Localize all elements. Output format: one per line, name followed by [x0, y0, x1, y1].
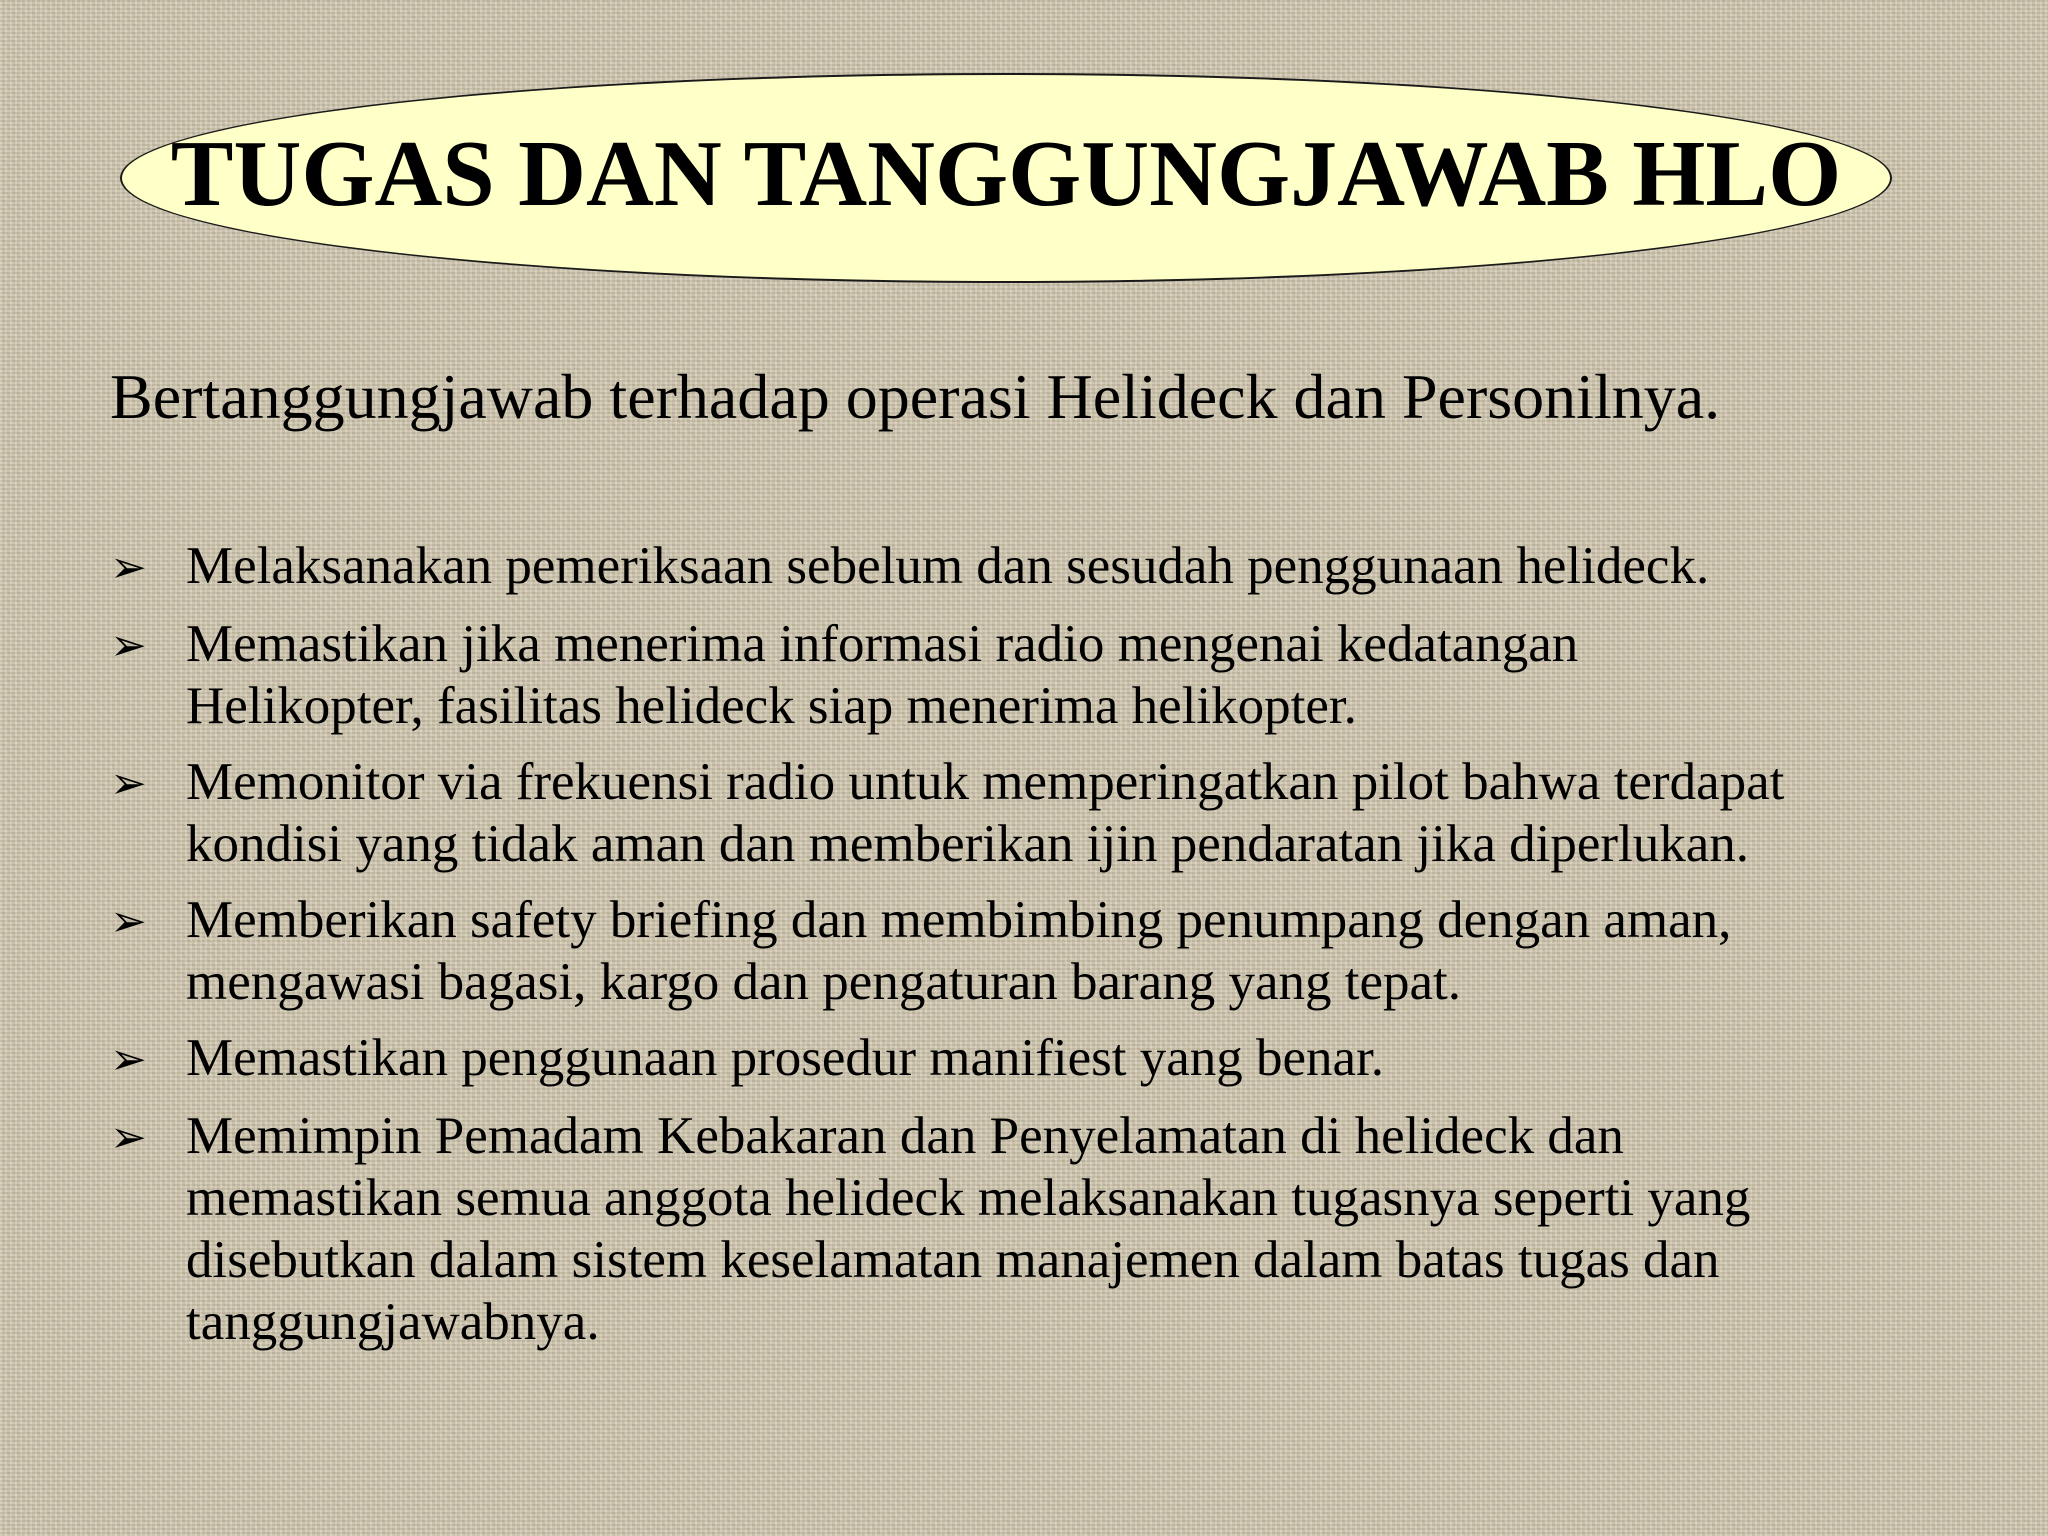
arrowhead-bullet-icon: ➢: [110, 896, 147, 947]
title-banner: [120, 73, 1892, 283]
bullet-line: Memastikan jika menerima informasi radio mengenai kedatangan: [186, 615, 1579, 673]
bullet-text: [186, 1027, 2010, 1089]
bullet-line: Memastikan penggunaan prosedur manifiest yang benar.: [186, 1029, 1385, 1087]
slide-title: TUGAS DAN TANGGUNGJAWAB HLO: [170, 122, 1842, 226]
bullet-line: Melaksanakan pemeriksaan sebelum dan sesudah penggunaan helideck.: [186, 537, 1710, 595]
bullet-line: memastikan semua anggota helideck melaksanakan tugasnya seperti yang: [186, 1169, 1751, 1227]
arrowhead-bullet-icon: ➢: [110, 758, 147, 809]
bullet-text: [186, 889, 2010, 1013]
bullet-item: [110, 613, 2010, 737]
bullet-line: Memberikan safety briefing dan membimbing penumpang dengan aman,: [186, 891, 1732, 949]
bullet-text: [186, 613, 2010, 737]
bullet-item: [110, 1027, 2010, 1091]
bullet-line: Memonitor via frekuensi radio untuk memperingatkan pilot bahwa terdapat: [186, 753, 1785, 811]
arrowhead-bullet-icon: ➢: [110, 1112, 147, 1163]
bullet-item: [110, 751, 2010, 875]
bullet-text: [186, 1105, 2010, 1353]
bullet-line: mengawasi bagasi, kargo dan pengaturan barang yang tepat.: [186, 953, 1461, 1011]
bullet-text: [186, 535, 2010, 597]
bullet-line: Memimpin Pemadam Kebakaran dan Penyelamatan di helideck dan: [186, 1107, 1624, 1165]
bullet-item: [110, 1105, 2010, 1353]
bullet-line: Helikopter, fasilitas helideck siap menerima helikopter.: [186, 677, 1357, 735]
bullet-line: disebutkan dalam sistem keselamatan manajemen dalam batas tugas dan: [186, 1231, 1720, 1289]
bullet-item: [110, 535, 2010, 599]
bullet-text: [186, 751, 2010, 875]
arrowhead-bullet-icon: ➢: [110, 542, 147, 593]
arrowhead-bullet-icon: ➢: [110, 620, 147, 671]
bullet-line: tanggungjawabnya.: [186, 1293, 600, 1351]
bullet-item: [110, 889, 2010, 1013]
arrowhead-bullet-icon: ➢: [110, 1034, 147, 1085]
bullet-line: kondisi yang tidak aman dan memberikan ijin pendaratan jika diperlukan.: [186, 815, 1750, 873]
bullet-list: [110, 535, 2010, 1367]
slide-subtitle: Bertanggungjawab terhadap operasi Helideck dan Personilnya.: [110, 361, 1721, 432]
